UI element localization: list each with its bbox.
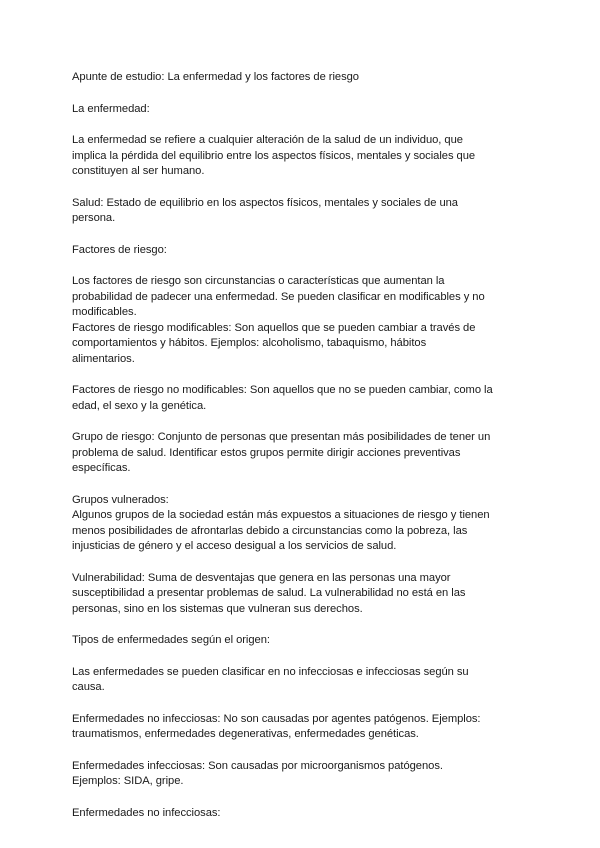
paragraph-factores-riesgo: Los factores de riesgo son circunstancias o características que aumentan la probabilidad de padecer una enfermedad. Se pueden clasificar en modificables y no modificables. xyxy=(72,275,485,318)
paragraph-factores-modificables: Factores de riesgo modificables: Son aquellos que se pueden cambiar a través de comportamientos y hábitos. Ejemplos: alcoholismo, tabaquismo, hábitos alimentarios. xyxy=(72,321,476,365)
heading-tipos-enfermedades: Tipos de enfermedades según el origen: xyxy=(72,634,270,646)
paragraph-factores-no-modificables: Factores de riesgo no modificables: Son aquellos que no se pueden cambiar, como la edad, el sexo y la genética. xyxy=(72,384,493,412)
paragraph-grupo-riesgo: Grupo de riesgo: Conjunto de personas que presentan más posibilidades de tener un problema de salud. Identificar estos grupos permite dirigir acciones preventivas específicas. xyxy=(72,431,491,474)
heading-grupos-vulnerados: Grupos vulnerados: xyxy=(72,493,169,506)
document-title: Apunte de estudio: La enfermedad y los factores de riesgo xyxy=(72,71,359,83)
heading-factores-riesgo: Factores de riesgo: xyxy=(72,243,167,256)
paragraph-salud: Salud: Estado de equilibrio en los aspectos físicos, mentales y sociales de una persona. xyxy=(72,196,458,224)
heading-enfermedad: La enfermedad: xyxy=(72,102,150,115)
paragraph-grupos-vulnerados: Algunos grupos de la sociedad están más expuestos a situaciones de riesgo y tienen menos posibilidades de afrontarlas debido a circunstancias como la pobreza, las injusticias de género y el acceso desigual a los servicios de salud. xyxy=(72,509,490,552)
paragraph-enfermedades-infecciosas: Enfermedades infecciosas: Son causadas por microorganismos patógenos. Ejemplos: SIDA, gripe. xyxy=(72,759,443,787)
paragraph-enfermedades-no-infecciosas: Enfermedades no infecciosas: No son causadas por agentes patógenos. Ejemplos: traumatismos, enfermedades degenerativas, enfermedades genéticas. xyxy=(72,712,481,740)
paragraph-vulnerabilidad: Vulnerabilidad: Suma de desventajas que genera en las personas una mayor susceptibilidad a presentar problemas de salud. La vulnerabilidad no está en las personas, sino en los sistemas que vulneran sus derechos. xyxy=(72,571,466,615)
heading-enfermedades-no-infecciosas: Enfermedades no infecciosas: xyxy=(72,806,221,819)
paragraph-tipos-enfermedades: Las enfermedades se pueden clasificar en no infecciosas e infecciosas según su causa. xyxy=(72,665,469,693)
document-page xyxy=(72,70,532,837)
paragraph-enfermedad: La enfermedad se refiere a cualquier alteración de la salud de un individuo, que implica la pérdida del equilibrio entre los aspectos físicos, mentales y sociales que constituyen al ser humano. xyxy=(72,134,476,177)
